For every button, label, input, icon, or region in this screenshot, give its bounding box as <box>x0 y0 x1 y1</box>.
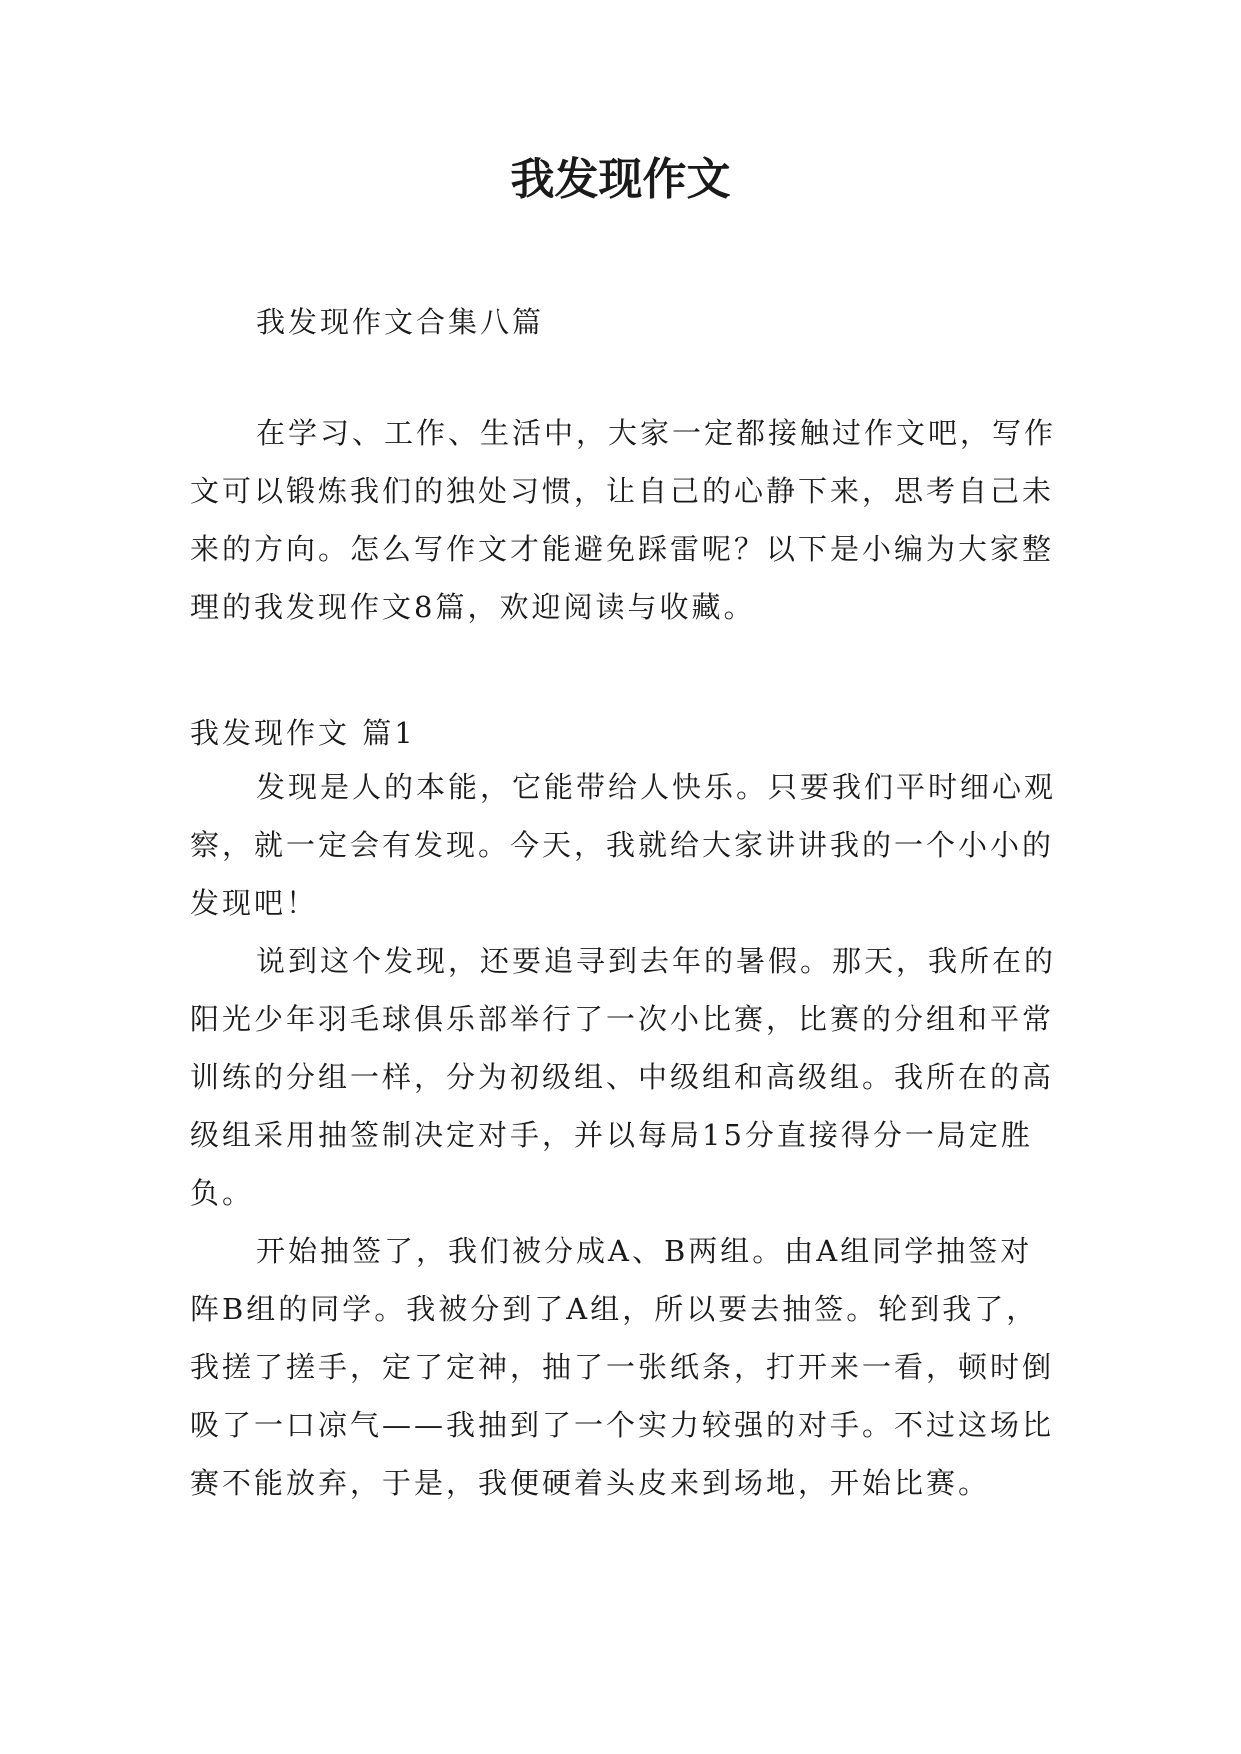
essay-paragraph: 说到这个发现，还要追寻到去年的暑假。那天，我所在的阳光少年羽毛球俱乐部举行了一次小比赛，比赛的分组和平常训练的分组一样，分为初级组、中级组和高级组。我所在的高级组采用抽签制决定对手，并以每局15分直接得分一局定胜负。 <box>190 944 1057 1210</box>
collection-subtitle: 我发现作文合集八篇 <box>256 305 545 339</box>
document-title: 我发现作文 <box>510 154 731 205</box>
intro-paragraph: 在学习、工作、生活中，大家一定都接触过作文吧，写作文可以锻炼我们的独处习惯，让自己的心静下来，思考自己未来的方向。怎么写作文才能避免踩雷呢？以下是小编为大家整理的我发现作文8篇，欢迎阅读与收藏。 <box>190 416 1057 624</box>
essay-paragraph: 开始抽签了，我们被分成A、B两组。由A组同学抽签对阵B组的同学。我被分到了A组，所以要去抽签。轮到我了，我搓了搓手，定了定神，抽了一张纸条，打开来一看，顿时倒吸了一口凉气——我抽到了一个实力较强的对手。不过这场比赛不能放弃，于是，我便硬着头皮来到场地，开始比赛。 <box>190 1234 1055 1500</box>
essay-body <box>190 758 1060 1512</box>
essay-paragraph: 发现是人的本能，它能带给人快乐。只要我们平时细心观察，就一定会有发现。今天，我就给大家讲讲我的一个小小的发现吧！ <box>190 770 1057 920</box>
section-heading: 我发现作文 篇1 <box>190 716 416 750</box>
